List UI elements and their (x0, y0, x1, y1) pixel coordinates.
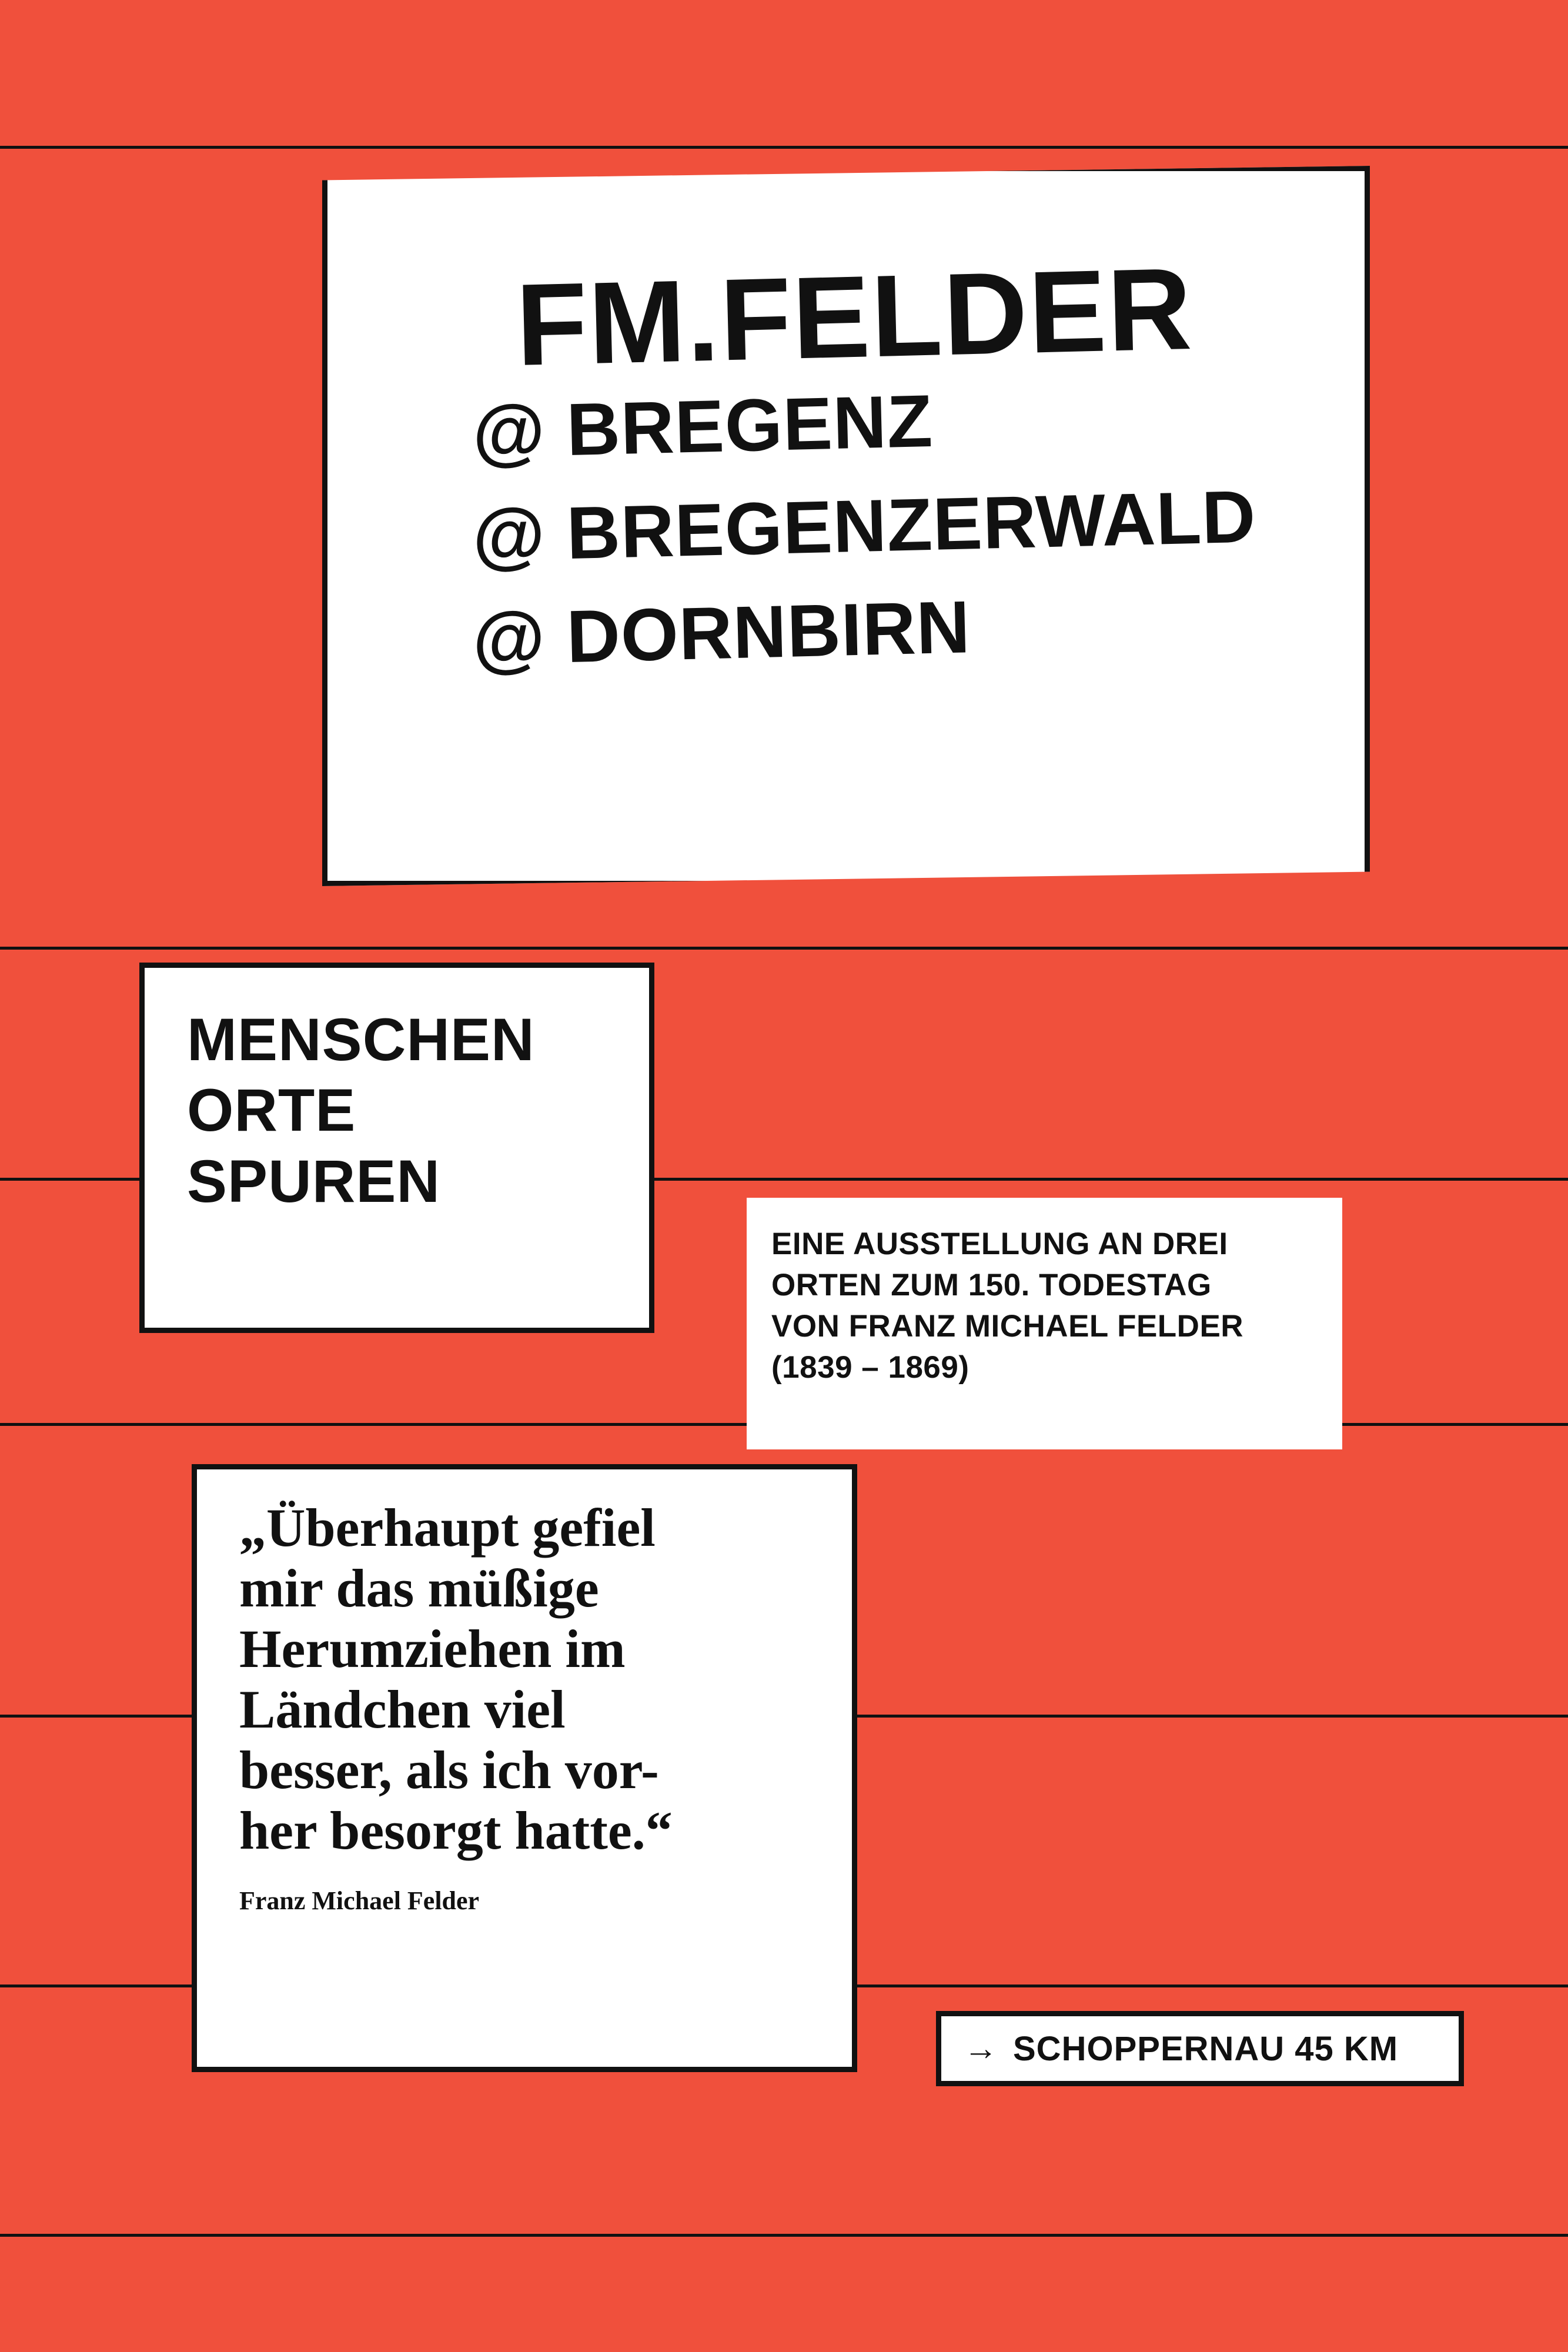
direction-label: SCHOPPERNAU 45 KM (1013, 2029, 1399, 2068)
quote-line-1: „Überhaupt gefiel (239, 1498, 656, 1558)
description-line-2: ORTEN ZUM 150. TODESTAG (771, 1267, 1212, 1302)
description-line-1: EINE AUSSTELLUNG AN DREI (771, 1227, 1228, 1261)
theme-line-spuren: SPUREN (187, 1147, 441, 1215)
direction-panel (936, 2011, 1464, 2086)
quote-line-4: Ländchen viel (239, 1679, 566, 1740)
description-line-4: (1839 – 1869) (771, 1349, 969, 1385)
quote-line-6: her besorgt hatte.“ (239, 1800, 673, 1861)
quote-line-2: mir das müßige (239, 1558, 599, 1619)
quote-panel (192, 1464, 857, 2072)
theme-line-orte: ORTE (187, 1077, 356, 1144)
description-panel (747, 1198, 1342, 1449)
location-dornbirn: @ DORNBIRN (472, 585, 972, 680)
background-rule (0, 146, 1568, 149)
theme-panel (139, 963, 654, 1333)
quote-author: Franz Michael Felder (239, 1886, 480, 1916)
theme-line-menschen: MENSCHEN (187, 1006, 535, 1073)
page-title: FM.FELDER (514, 243, 1195, 390)
quote-line-5: besser, als ich vor- (239, 1740, 659, 1800)
background-rule (0, 2234, 1568, 2237)
description-line-3: VON FRANZ MICHAEL FELDER (771, 1308, 1244, 1344)
title-panel (322, 166, 1370, 886)
arrow-right-icon: → (964, 2029, 998, 2067)
title-panel-text (322, 166, 1370, 886)
location-bregenzerwald: @ BREGENZERWALD (472, 475, 1257, 577)
location-bregenz: @ BREGENZ (472, 379, 934, 473)
background-rule (0, 947, 1568, 950)
quote-line-3: Herumziehen im (239, 1619, 626, 1679)
